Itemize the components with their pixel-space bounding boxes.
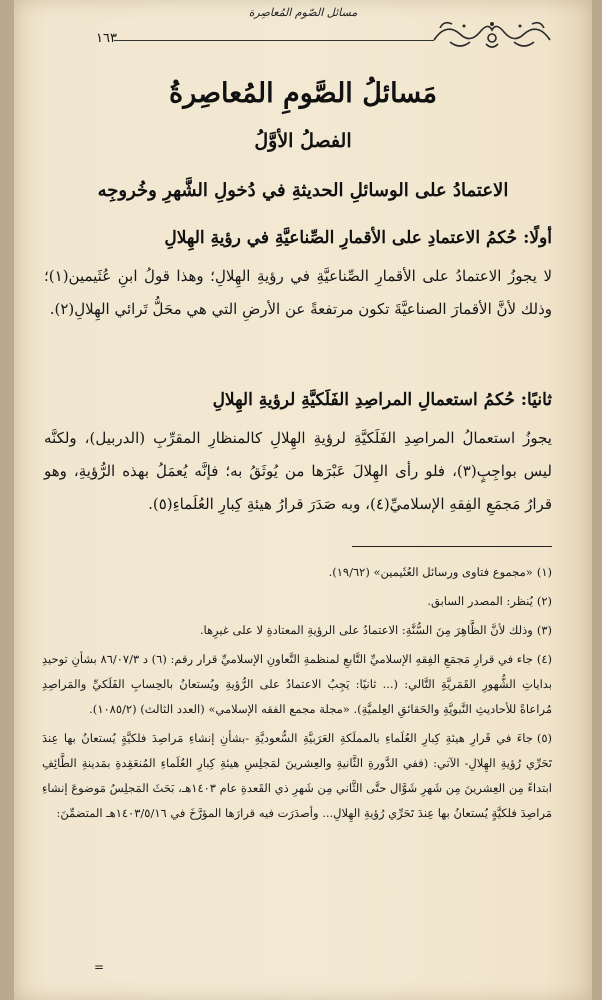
footnote-text: يُنظر: المصدر السابق.: [427, 594, 533, 608]
heading-second: ثانيًا: حُكمُ استعمالِ المراصِدِ الفَلَكيَّةِ لرؤيةِ الهِلالِ: [212, 390, 552, 410]
running-title: مسائل الصّوم المُعاصِرة: [248, 6, 358, 19]
footnote-number: (٥): [536, 731, 552, 745]
footnote-text: وذلك لأنَّ الظَّاهِرَ مِنَ السُّنَّةِ: الاعتمادُ على الرؤيةِ المعتادةِ لا على غيرِها.: [199, 623, 533, 637]
footnote: [42, 560, 552, 585]
paragraph-second: يجوزُ استعمالُ المراصِدِ الفَلَكيَّةِ لرؤيةِ الهِلالِ كالمنظارِ المقرِّبِ (الدربيل)، ولكنَّه ليس بواجِبٍ(٣)، فلو رأى الهِلالَ عَبْرَها من يُوثَقُ به؛ فإنَّه يُعمَلُ بهذه الرُّؤيةِ، وهو قرارُ مَجمَعِ الفِقهِ الإسلاميِّ(٤)، وبه صَدَرَ قرارُ هيئةِ كِبارِ العُلَماءِ(٥).: [44, 429, 552, 513]
footnote-rule: [352, 546, 552, 547]
chapter-title: مَسائلُ الصَّومِ المُعاصِرةُ: [169, 78, 437, 109]
footnote-number: (١): [536, 565, 552, 579]
footnote-text: جاءَ في قَرارِ هيئةِ كِبارِ العُلَماءِ بالمملَكةِ العَرَبيَّةِ السُّعوديَّةِ -بشأنِ إنشاءِ مَراصِدَ فلكيَّةٍ يُستعانُ بها عِندَ تَحَرِّي رُؤيةِ الهِلالِ- الآتي: (ففي الدَّورةِ الثَّانيةِ والعِشرينَ لمَجلِسِ هيئةِ كِبارِ العُلَماءِ المُنعَقِدةِ بمَدينةِ الطَّائِفِ ابتداءً مِن العِشرينَ مِن شَهرِ شَوَّال حتَّى الثَّاني مِن شَهرِ ذي القَعدةِ عام ١٤٠٣هـ، بَحَثَ المَجلِسُ مَوضوعَ إنشاءِ مَراصِدَ فلكيَّةٍ يُستعانُ بها عِندَ تَحَرِّي رُؤيةِ الهِلالِ... وأصدَرَت فيه قرارَها المؤرَّخَ في ١٤٠٣/٥/١٦هـ المتضمِّنَ:: [42, 731, 552, 820]
footnote: [42, 618, 552, 643]
footnote-number: (٣): [536, 623, 552, 637]
footnote-text: «مجموع فتاوى ورسائل العُثَيمين» (١٩/٦٢).: [328, 565, 533, 579]
footnote-text: جاء في قرارِ مَجمَعِ الفِقهِ الإسلاميِّ التَّابعِ لمنظمةِ التَّعاونِ الإسلاميِّ قرار رقم: (٦) د ٨٦/٠٧/٣ بشأنِ توحيدِ بداياتِ الشُّهورِ القَمَريَّةِ التَّالي: (... ثانيًا: يَجِبُ الاعتمادُ على الرُّؤيةِ ويُستعانُ بالحِسابِ الفَلَكيِّ والمَراصِدِ مُراعاةً للأحاديثِ النَّبويَّةِ والحَقائقِ العِلميَّةِ). «مجلة مجمع الفقه الإسلامي» (العدد الثالث) (١٠٨٥/٢).: [42, 652, 552, 716]
continuation-mark: =: [94, 960, 105, 974]
heading-first: أولًا: حُكمُ الاعتمادِ على الأقمارِ الصِّناعيَّةِ في رؤيةِ الهِلالِ: [164, 228, 552, 248]
footnote: [42, 589, 552, 614]
footnotes: [42, 560, 552, 830]
footnote-number: (٢): [536, 594, 552, 608]
footnote-number: (٤): [536, 652, 552, 666]
book-page: [14, 0, 592, 1000]
page-number: ١٦٣: [96, 31, 117, 46]
paragraph-first: لا يجوزُ الاعتمادُ على الأقمارِ الصِّناعيَّةِ في رؤيةِ الهِلالِ؛ وهذا قولُ ابنِ عُثَيمين(١)؛ وذلك لأنَّ الأقمارَ الصناعيَّةَ تكون مرتفعةً عن الأرضِ التي هي محَلُّ تَرائي الهِلالِ(٢).: [44, 267, 552, 318]
section-title: الفصلُ الأوَّلُ: [254, 130, 352, 152]
floral-ornament-icon: [430, 14, 554, 52]
topic-title: الاعتمادُ على الوسائلِ الحديثةِ في دُخولِ الشَّهرِ وخُروجِه: [97, 180, 509, 201]
footnote: [42, 726, 552, 826]
header-rule: [114, 40, 434, 41]
footnote: [42, 647, 552, 722]
